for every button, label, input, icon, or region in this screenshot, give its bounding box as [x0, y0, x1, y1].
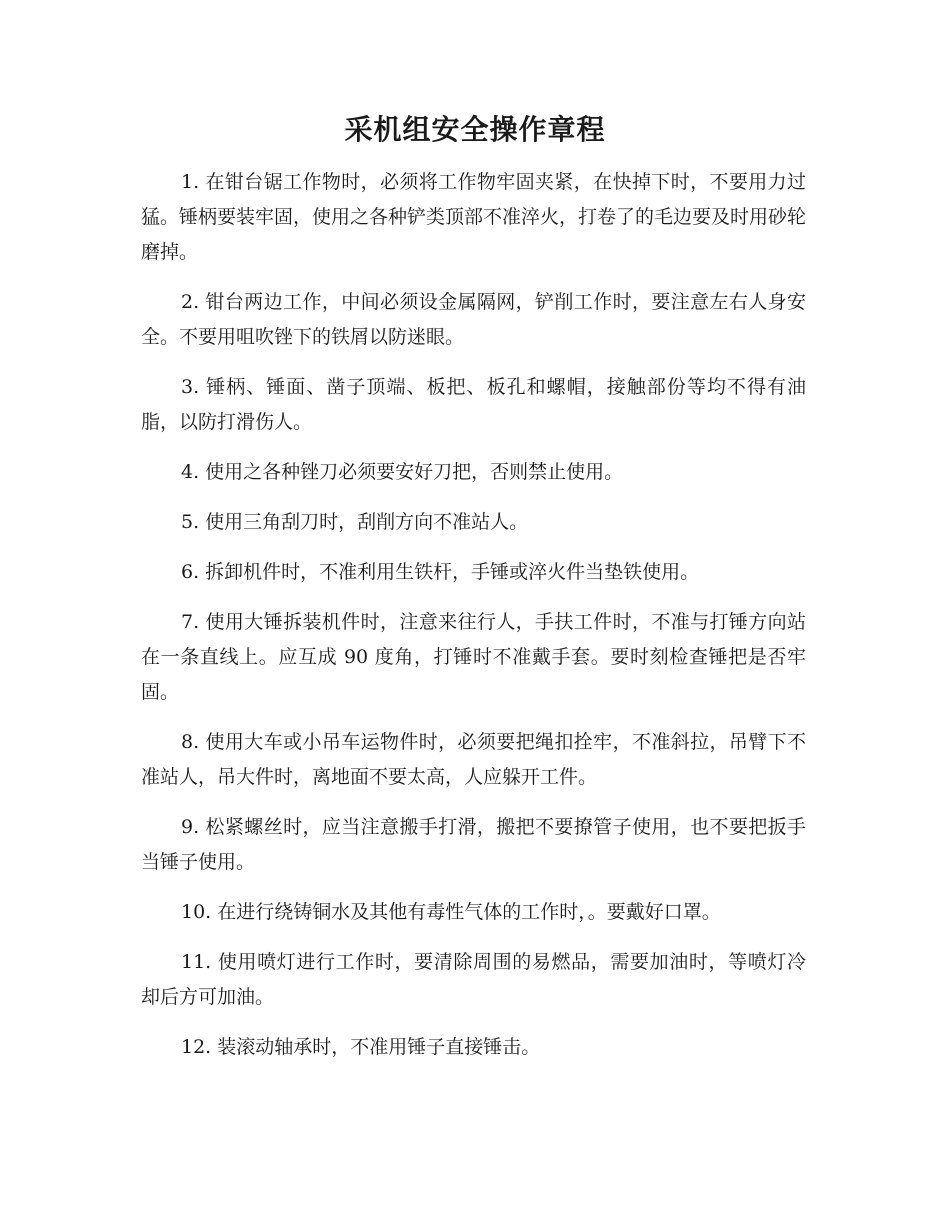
paragraph-6: 6. 拆卸机件时，不准利用生铁杆，手锤或淬火件当垫铁使用。 — [181, 561, 700, 583]
paragraph-12: 12. 装滚动轴承时，不准用锤子直接锤击。 — [181, 1036, 541, 1058]
paragraph-2: 2. 钳台两边工作，中间必须设金属隔网，铲削工作时，要注意左右人身安全。不要用咀吹锉下的铁屑以防迷眼。 — [141, 291, 806, 348]
document-title: 采机组安全操作章程 — [344, 113, 606, 146]
paragraph-1: 1. 在钳台锯工作物时，必须将工作物牢固夹紧，在快掉下时，不要用力过猛。锤柄要装牢固，使用之各种铲类顶部不准淬火，打卷了的毛边要及时用砂轮磨掉。 — [141, 171, 807, 263]
paragraph-9: 9. 松紧螺丝时，应当注意搬手打滑，搬把不要撩管子使用，也不要把扳手当锤子使用。 — [141, 816, 806, 873]
document-body — [141, 165, 806, 1080]
paragraph-5: 5. 使用三角刮刀时，刮削方向不准站人。 — [181, 511, 529, 533]
paragraph-10: 10. 在进行绕铸铜水及其他有毒性气体的工作时，。要戴好口罩。 — [181, 901, 721, 923]
paragraph-11: 11. 使用喷灯进行工作时，要清除周围的易燃品，需要加油时，等喷灯冷却后方可加油。 — [141, 951, 806, 1008]
paragraph-4: 4. 使用之各种锉刀必须要安好刀把，否则禁止使用。 — [181, 461, 624, 483]
paragraph-8: 8. 使用大车或小吊车运物件时，必须要把绳扣拴牢，不准斜拉，吊臂下不准站人，吊大件时，离地面不要太高，人应躲开工件。 — [141, 731, 806, 788]
paragraph-3: 3. 锤柄、锤面、凿子顶端、板把、板孔和螺帽，接触部份等均不得有油脂，以防打滑伤人。 — [141, 376, 806, 433]
paragraph-7: 7. 使用大锤拆装机件时，注意来往行人，手扶工件时，不准与打锤方向站在一条直线上。应互成 90 度角，打锤时不准戴手套。要时刻检查锤把是否牢固。 — [141, 611, 806, 703]
